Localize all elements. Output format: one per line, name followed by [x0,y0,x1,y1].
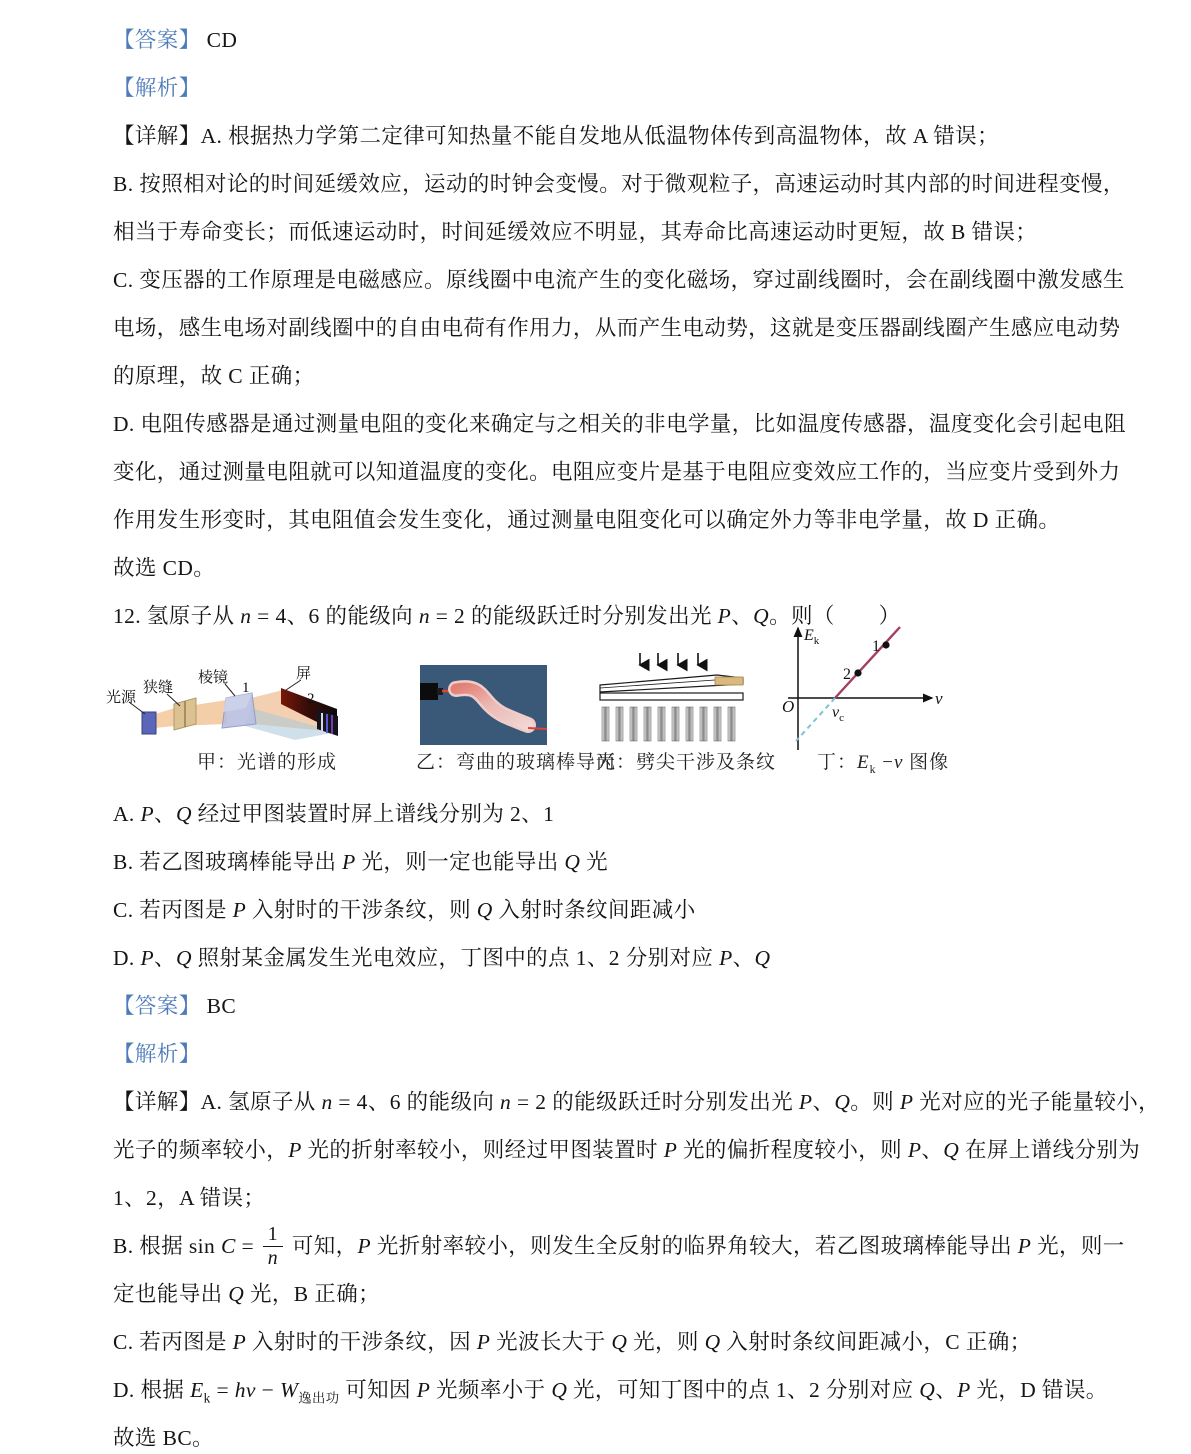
point-1-label: 1 [872,638,880,655]
q11-analysis-line [113,64,1080,112]
photoelectric-line [835,627,900,698]
q11-detail-line: 变化，通过测量电阻就可以知道温度的变化。电阻应变片是基于电阻应变效应工作的，当应变片受到外力 [113,460,1121,484]
q12-detail-line: D. 根据 $E_k = h\nu - W_{逸出功}$ 可知因 P 光频率小于 Q 光，可知丁图中的点 1、2 分别对应 Q、P 光，D 错误。 [113,1378,1108,1406]
data-point-1 [882,641,889,648]
y-axis-label: $E_k$ [804,627,820,647]
laser-device [420,683,438,700]
q11-detail-line: 【详解】A. 根据热力学第二定律可知热量不能自发地从低温物体传到高温物体，故 A 错误； [113,124,999,148]
figure-jia-spectrum-diagram [95,652,395,750]
figure-ding-caption: 丁：$E_k -\nu$ 图像 [817,752,950,776]
x-axis-label: ν [935,689,943,708]
extrapolated-dashed-line [796,698,835,741]
label-prism: 棱镜 [198,670,229,686]
threshold-frequency-label: $\nu_c$ [832,704,844,724]
q12-option-b: B. 若乙图玻璃棒能导出 P 光，则一定也能导出 Q 光 [113,850,608,874]
q12-answer-line [113,982,1080,1030]
figure-yi-photo [420,665,547,745]
q12-detail-line: 【详解】A. 氢原子从 n = 4、6 的能级向 n = 2 的能级跃迁时分别发出光 P、Q。则 P 光对应的光子能量较小， [113,1090,1161,1114]
figure-bing-caption: 丙：劈尖干涉及条纹 [596,752,777,773]
glass-rod-glow [456,688,528,725]
q12-analysis-line [113,1030,1080,1078]
curved-rod-drawing [420,665,547,745]
q12-detail-line: 定也能导出 Q 光，B 正确； [113,1282,381,1306]
q12-option-d: D. P、Q 照射某金属发生光电效应，丁图中的点 1、2 分别对应 P、Q [113,946,771,970]
q12-question-line: 12. 氢原子从 n = 4、6 的能级向 n = 2 的能级跃迁时分别发出光 P、Q。则（ ） [113,604,901,628]
q12-conclusion-line: 故选 BC。 [113,1426,214,1450]
q11-answer-line [113,16,1080,64]
analysis-label: 【解析】 [113,76,201,100]
interference-fringes [602,707,735,741]
beam-segment [155,708,175,728]
label-screen: 屏 [296,666,312,682]
answer-value: BC [206,994,237,1018]
q11-conclusion-line: 故选 CD。 [113,556,216,580]
q12-figures-row [0,627,1191,790]
incident-light-arrows [640,653,698,665]
origin-label: O [782,697,795,716]
q11-detail-line: 的原理，故 C 正确； [113,364,315,388]
analysis-label: 【解析】 [113,1042,201,1066]
q11-detail-line: 电场，感生电场对副线圈中的自由电荷有作用力，从而产生电动势，这就是变压器副线圈产生感应电动势 [113,316,1121,340]
figure-jia-caption: 甲：光谱的形成 [197,752,338,773]
wedge-plates [600,675,743,700]
q12-detail-line-fraction: B. 根据 sin C = $\frac{1}{n}$ 可知，P 光折射率较小，则发生全反射的临界角较大，若乙图玻璃棒能导出 P 光，则一 [113,1222,1125,1269]
label-num-2: 2 [307,691,315,707]
light-source-box [142,712,156,734]
q11-detail-line: C. 变压器的工作原理是电磁感应。原线圈中电流产生的变化磁场，穿过副线圈时，会在副线圈中激发感生 [113,268,1125,292]
q11-detail-line: B. 按照相对论的时间延缓效应，运动的时钟会变慢。对于微观粒子，高速运动时其内部的时间进程变慢， [113,172,1125,196]
q12-option-a: A. P、Q 经过甲图装置时屏上谱线分别为 2、1 [113,802,555,826]
document-content [106,16,1161,1454]
data-point-2 [854,669,861,676]
label-slit: 狭缝 [143,680,174,696]
q11-detail-line: 相当于寿命变长；而低速运动时，时间延缓效应不明显，其寿命比高速运动时更短，故 B 错误； [113,220,1038,244]
wedge-spacer [715,677,743,685]
laser-beam-out [528,728,547,729]
q12-detail-line: 光子的频率较小，P 光的折射率较小，则经过甲图装置时 P 光的偏折程度较小，则 P、Q 在屏上谱线分别为 [113,1138,1141,1162]
answer-label: 【答案】 [113,994,201,1018]
figure-bing-wedge-diagram [597,653,749,745]
q11-detail-line: D. 电阻传感器是通过测量电阻的变化来确定与之相关的非电学量，比如温度传感器，温度变化会引起电阻 [113,412,1126,436]
label-num-1: 1 [242,680,250,696]
q12-detail-line: C. 若丙图是 P 入射时的干涉条纹，因 P 光波长大于 Q 光，则 Q 入射时条纹间距减小，C 正确； [113,1330,1032,1354]
figure-yi-caption: 乙：弯曲的玻璃棒导光 [416,752,617,773]
answer-value: CD [206,28,238,52]
q12-detail-line: 1、2，A 错误； [113,1186,266,1210]
point-2-label: 2 [843,666,851,683]
q11-detail-line: 作用发生形变时，其电阻值会发生变化，通过测量电阻变化可以确定外力等非电学量，故 D 正确。 [113,508,1061,532]
answer-label: 【答案】 [113,28,201,52]
q12-option-c: C. 若丙图是 P 入射时的干涉条纹，则 Q 入射时条纹间距减小 [113,898,696,922]
label-light-source: 光源 [106,690,137,706]
